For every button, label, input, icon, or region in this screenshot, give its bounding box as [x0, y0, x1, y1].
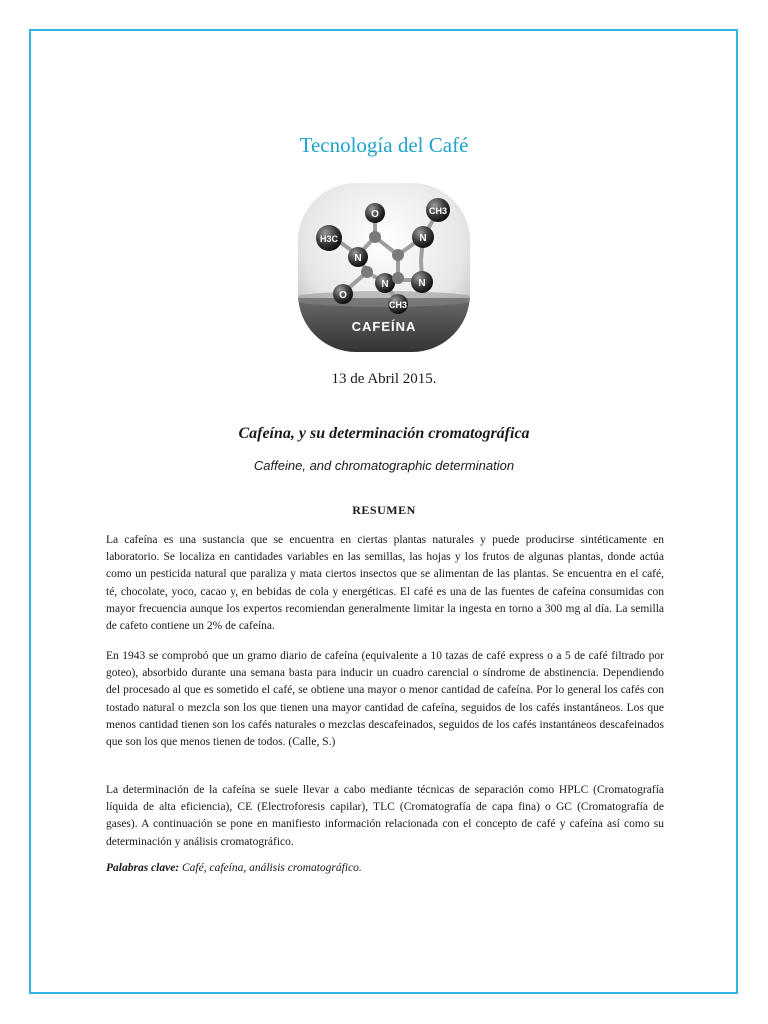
keywords-label: Palabras clave:	[106, 862, 180, 874]
svg-text:CH3: CH3	[428, 206, 448, 216]
article-title: Cafeína, y su determinación cromatográfica	[238, 425, 530, 442]
keywords-value: Café, cafeína, análisis cromatográfico.	[182, 862, 362, 874]
abstract-heading: RESUMEN	[352, 503, 416, 517]
svg-text:H3C: H3C	[319, 234, 339, 244]
caffeine-logo	[295, 180, 473, 355]
svg-text:O: O	[371, 209, 379, 220]
page-title: Tecnología del Café	[299, 133, 469, 157]
publication-date: 13 de Abril 2015.	[331, 371, 437, 387]
abstract-paragraph: En 1943 se comprobó que un gramo diario de cafeína (equivalente a 10 tazas de café express o a 5 de café filtrado por goteo), absorbido durante una semana basta para inducir un cuadro carencial o síndrome de abstinencia. Dependiendo del procesado al que es sometido el café, se obtiene una mayor o menor cantidad de cafeína. Por lo general los cafés con tostado natural o mezcla son los que tienen una mayor cantidad de cafeína, seguidos de los cafés instantáneos. Los que menos cantidad tienen son los cafés naturales o mezclas descafeinados, seguidos de los cafés instantáneos descafeinados que son los que menos tienen de todos. (Calle, S.)	[106, 650, 664, 749]
svg-text:N: N	[354, 253, 362, 264]
abstract-paragraph: La determinación de la cafeína se suele llevar a cabo mediante técnicas de separación como HPLC (Cromatografía líquida de alta eficiencia), CE (Electroforesis capilar), TLC (Cromatografía de capa fina) o GC (Cromatografía de gases). A continuación se pone en manifiesto información relacionada con el concepto de café y cafeína así como su determinación y análisis cromatográfico.	[106, 784, 664, 848]
svg-text:N: N	[419, 233, 427, 244]
article-subtitle: Caffeine, and chromatographic determination	[253, 458, 515, 473]
logo-caption: Cafeína	[351, 319, 417, 334]
svg-text:O: O	[339, 290, 347, 301]
caffeine-molecule-icon	[295, 180, 473, 355]
svg-text:CH3: CH3	[388, 300, 408, 310]
svg-text:N: N	[418, 278, 426, 289]
keywords	[106, 862, 362, 874]
abstract-paragraph: La cafeína es una sustancia que se encuentra en ciertas plantas naturales y puede producirse sintéticamente en laboratorio. Se localiza en cantidades variables en las semillas, las hojas y los frutos de algunas plantas, donde actúa como un pesticida natural que paraliza y mata ciertos insectos que se alimentan de las plantas. Se encuentra en el café, té, chocolate, yoco, cacao y, en bebidas de cola y energéticas. El café es una de las fuentes de cafeína consumidas con mayor frecuencia aunque los expertos recomiendan generalmente limitar la ingesta en torno a 300 mg al día. La semilla de cafeto contiene un 2% de cafeína.	[106, 534, 664, 633]
svg-text:N: N	[381, 279, 389, 290]
